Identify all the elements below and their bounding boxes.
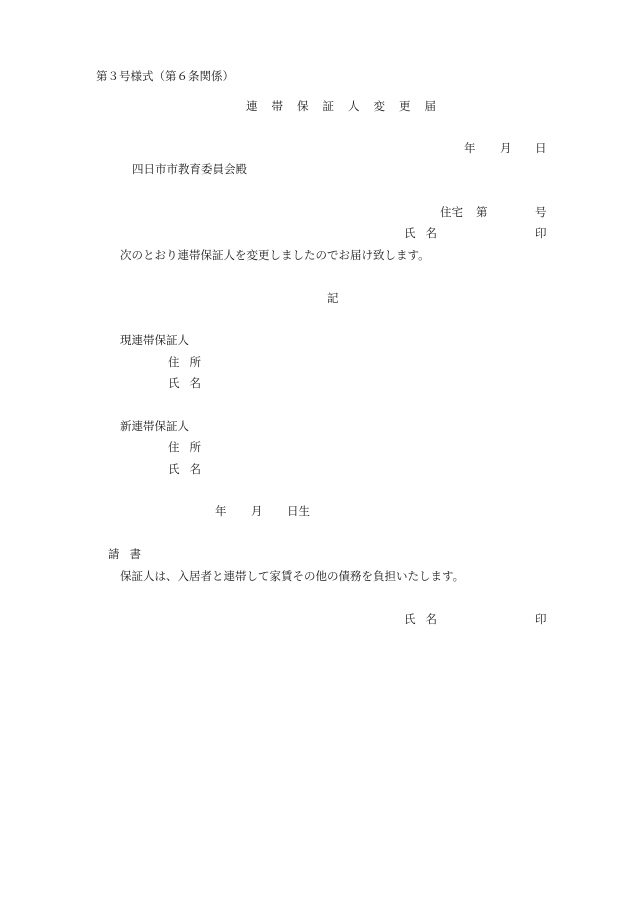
current-guarantor-name-label: 氏名 [168, 376, 211, 390]
form-number: 第３号様式（第６条関係） [96, 69, 234, 83]
birth-year: 年 [215, 504, 227, 518]
applicant-seal: 印 [535, 226, 547, 240]
pledge-name-label: 氏名 [404, 612, 447, 626]
current-guarantor-address-label: 住所 [168, 355, 211, 369]
document-title: 連帯保証人変更届 [246, 99, 450, 113]
statement: 次のとおり連帯保証人を変更しましたのでお届け致します。 [120, 248, 430, 262]
birth-month: 月 [251, 504, 263, 518]
date-month: 月 [500, 141, 512, 155]
addressee: 四日市市教育委員会殿 [132, 162, 247, 176]
pledge-heading: 請書 [108, 547, 151, 561]
applicant-name-label: 氏名 [404, 226, 447, 240]
date-day: 日 [535, 141, 547, 155]
birth-day: 日生 [287, 504, 310, 518]
new-guarantor-heading: 新連帯保証人 [120, 419, 189, 433]
housing-number-prefix: 第 [476, 205, 488, 219]
housing-number-suffix: 号 [535, 205, 547, 219]
date-year: 年 [464, 141, 476, 155]
ki-heading: 記 [327, 291, 339, 305]
pledge-seal: 印 [535, 612, 547, 626]
current-guarantor-heading: 現連帯保証人 [120, 333, 189, 347]
new-guarantor-address-label: 住所 [168, 440, 211, 454]
housing-label: 住宅 [440, 205, 463, 219]
pledge-text: 保証人は、入居者と連帯して家賃その他の債務を負担いたします。 [120, 569, 465, 583]
new-guarantor-name-label: 氏名 [168, 462, 211, 476]
